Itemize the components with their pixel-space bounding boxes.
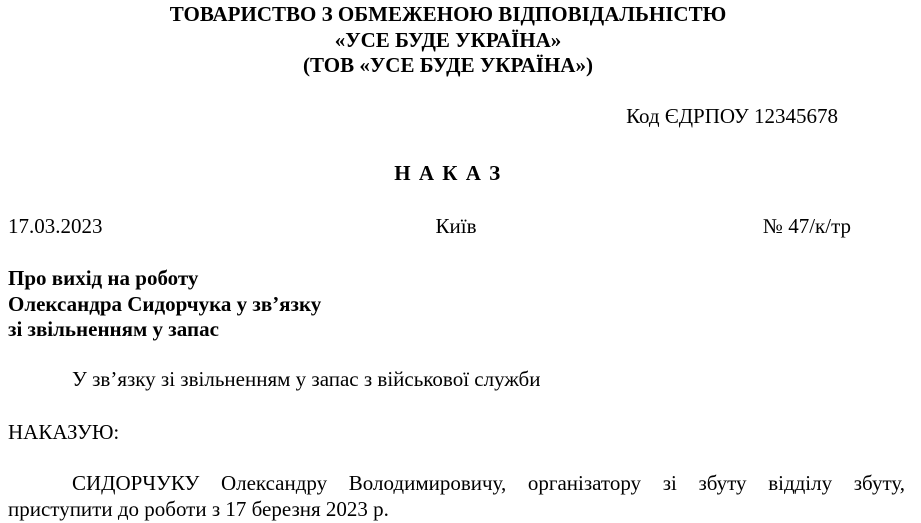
subject-line1: Про вихід на роботу: [8, 266, 199, 290]
edrpou-code: Код ЄДРПОУ 12345678: [626, 104, 838, 128]
subject-line3: зі звільненням у запас: [8, 317, 219, 341]
order-place: Київ: [435, 214, 477, 238]
org-header: [8, 2, 888, 79]
org-name-line2: «УСЕ БУДЕ УКРАЇНА»: [334, 27, 562, 52]
order-item-line2: приступити до роботи з 17 березня 2023 р.: [8, 496, 389, 521]
order-directive: НАКАЗУЮ:: [8, 420, 120, 444]
org-name-line3: (ТОВ «УСЕ БУДЕ УКРАЇНА»): [303, 53, 593, 77]
order-title: Н А К А З: [394, 161, 502, 185]
subject-line2: Олександра Сидорчука у зв’язку: [8, 291, 322, 316]
order-item-line1: СИДОРЧУКУ Олександру Володимировичу, організатору зі збуту відділу збуту,: [72, 471, 905, 495]
order-date: 17.03.2023: [8, 214, 103, 238]
order-requisites: [0, 214, 921, 240]
order-subject: [8, 266, 321, 343]
order-item-paragraph: [8, 471, 905, 522]
order-number: № 47/к/тр: [762, 214, 851, 238]
order-preamble: У зв’язку зі звільненням у запас з військової служби: [72, 367, 541, 391]
org-name-line1: ТОВАРИСТВО З ОБМЕЖЕНОЮ ВІДПОВІДАЛЬНІСТЮ: [169, 2, 727, 26]
